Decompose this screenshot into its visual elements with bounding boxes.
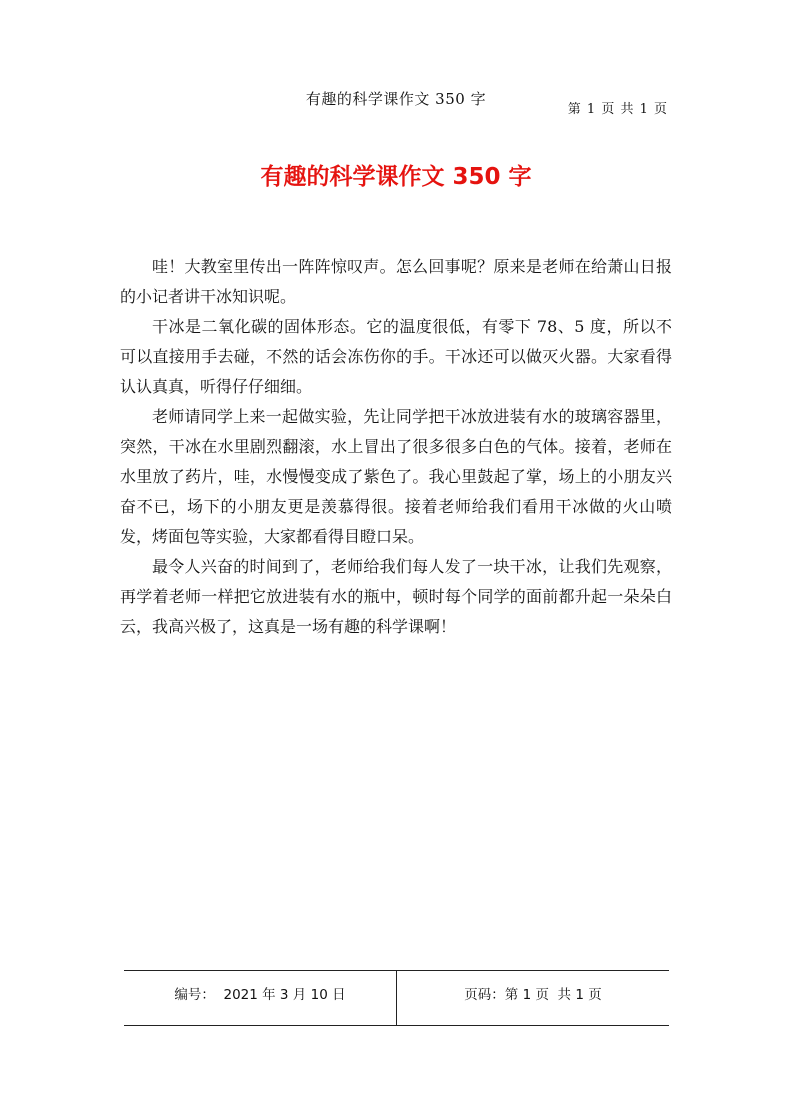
body-paragraph: 哇！大教室里传出一阵阵惊叹声。怎么回事呢？原来是老师在给萧山日报的小记者讲干冰知识呢。 — [120, 257, 672, 306]
document-body — [120, 252, 672, 642]
document-title: 有趣的科学课作文 350 字 — [260, 164, 532, 190]
footer-number-label: 编号： 2021 年 3 月 10 日 — [174, 987, 346, 1003]
running-header-title: 有趣的科学课作文 350 字 — [305, 90, 487, 108]
footer-table — [124, 970, 669, 1026]
running-header-page-info: 第 1 页 共 1 页 — [567, 102, 668, 117]
body-paragraph: 最令人兴奋的时间到了，老师给我们每人发了一块干冰，让我们先观察，再学着老师一样把它放进装有水的瓶中，顿时每个同学的面前都升起一朵朵白云，我高兴极了，这真是一场有趣的科学课啊！ — [120, 557, 672, 636]
footer-number-cell — [124, 971, 396, 1025]
footer-page-label: 页码：第 1 页 共 1 页 — [464, 987, 602, 1003]
footer-page-cell — [397, 971, 669, 1025]
body-paragraph: 老师请同学上来一起做实验，先让同学把干冰放进装有水的玻璃容器里，突然，干冰在水里剧烈翻滚，水上冒出了很多很多白色的气体。接着，老师在水里放了药片，哇，水慢慢变成了紫色了。我心里鼓起了掌，场上的小朋友兴奋不已，场下的小朋友更是羡慕得很。接着老师给我们看用干冰做的火山喷发，烤面包等实验，大家都看得目瞪口呆。 — [120, 407, 672, 546]
body-paragraph: 干冰是二氧化碳的固体形态。它的温度很低，有零下 78、5 度，所以不可以直接用手去碰，不然的话会冻伤你的手。干冰还可以做灭火器。大家看得认认真真，听得仔仔细细。 — [120, 317, 672, 396]
